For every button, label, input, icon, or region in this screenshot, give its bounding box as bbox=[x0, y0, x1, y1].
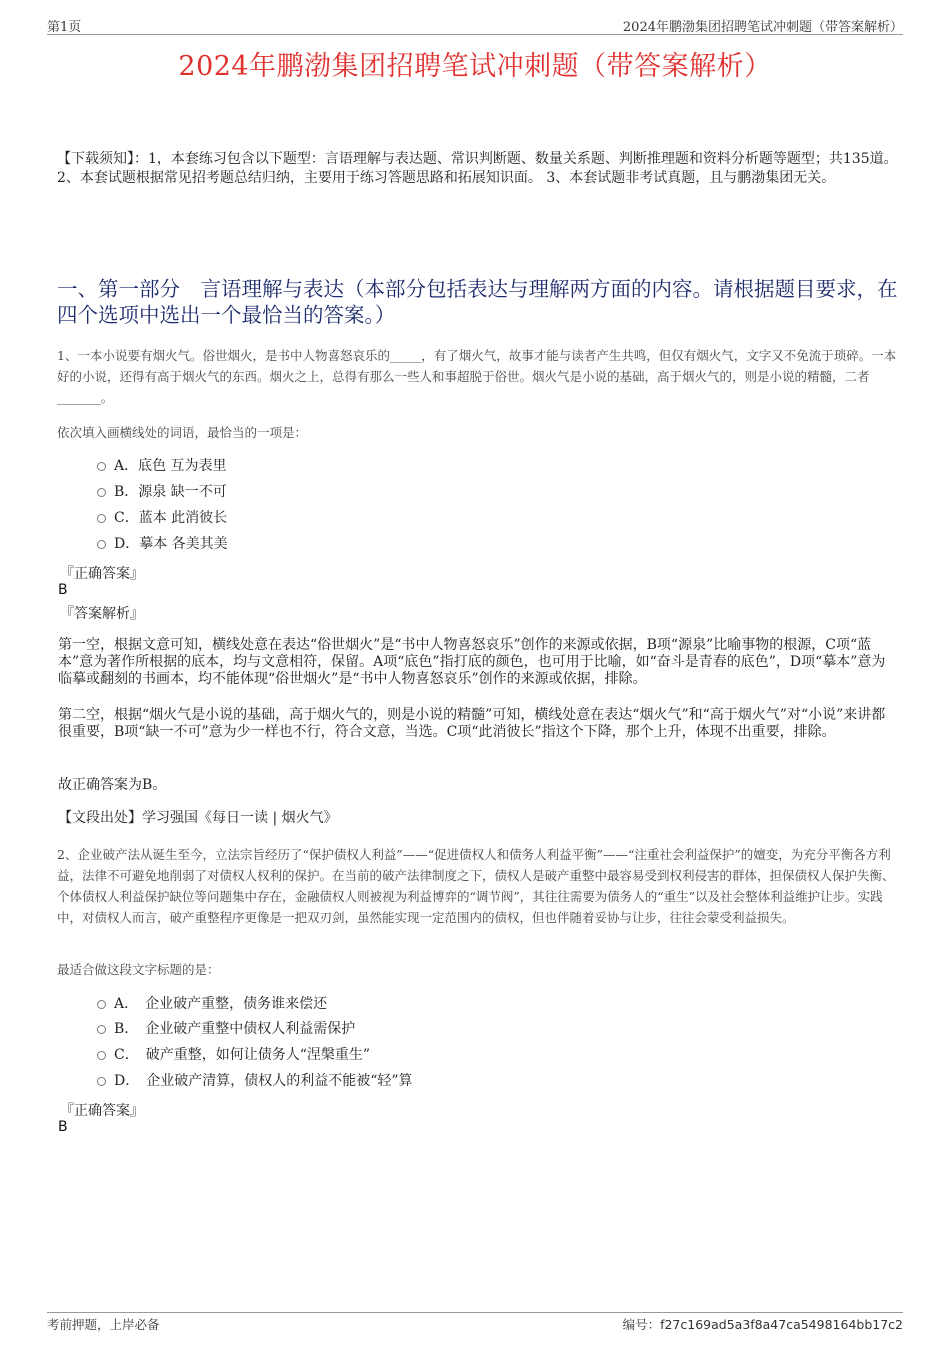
question-2-option-b[interactable] bbox=[97, 1019, 355, 1039]
question-2-answer: B bbox=[58, 1119, 68, 1135]
page-number: 第1页 bbox=[47, 20, 82, 35]
question-1-answer-label: 『正确答案』 bbox=[60, 566, 144, 582]
question-1-analysis-label: 『答案解析』 bbox=[60, 606, 144, 622]
analysis-paragraph: 第一空，根据文意可知，横线处意在表达“俗世烟火”是“书中人物喜怒哀乐”创作的来源或依据，B项“源泉”比喻事物的根源，C项“蓝本”意为著作所根据的底本，均与文意相符，保留。A项“底色”指打底的颜色，也可用于比喻，如“奋斗是青春的底色”，D项“摹本”意为临摹或翻刻的书画本，均不能体现“俗世烟火”是“书中人物喜怒哀乐”创作的来源或依据，排除。 bbox=[58, 637, 886, 687]
question-2-prompt: 最适合做这段文字标题的是： bbox=[57, 962, 220, 977]
radio-icon[interactable] bbox=[97, 1077, 106, 1086]
code-label: 编号： bbox=[622, 1317, 661, 1332]
option-label: B． 企业破产重整中债权人利益需保护 bbox=[114, 1021, 356, 1037]
question-2-answer-label: 『正确答案』 bbox=[60, 1103, 144, 1119]
section-heading: 一、第一部分 言语理解与表达（本部分包括表达与理解两方面的内容。请根据题目要求，在四个选项中选出一个最恰当的答案。） bbox=[57, 277, 898, 327]
footer-slogan: 考前押题，上岸必备 bbox=[47, 1317, 160, 1332]
page-footer bbox=[47, 1312, 903, 1333]
radio-icon[interactable] bbox=[97, 488, 106, 497]
radio-icon[interactable] bbox=[97, 1000, 106, 1009]
radio-icon[interactable] bbox=[97, 462, 106, 471]
question-1-option-a[interactable] bbox=[97, 456, 227, 476]
option-label: A．底色 互为表里 bbox=[114, 458, 227, 474]
header-doc-title: 2024年鹏渤集团招聘笔试冲刺题（带答案解析） bbox=[622, 20, 903, 35]
question-1-option-d[interactable] bbox=[97, 534, 228, 554]
radio-icon[interactable] bbox=[97, 540, 106, 549]
download-notice: 【下载须知】：1，本套练习包含以下题型：言语理解与表达题、常识判断题、数量关系题、判断推理题和资料分析题等题型；共135道。 2、本套试题根据常见招考题总结归纳，主要用于练习答题思路和拓展知识面。 3、本套试题非考试真题，且与鹏渤集团无关。 bbox=[57, 151, 898, 186]
question-1-option-c[interactable] bbox=[97, 508, 227, 528]
option-label: D．摹本 各美其美 bbox=[114, 536, 228, 552]
radio-icon[interactable] bbox=[97, 1051, 106, 1060]
analysis-paragraph: 第二空，根据“烟火气是小说的基础，高于烟火气的，则是小说的精髓”可知，横线处意在表达“烟火气”和“高于烟火气”对“小说”来讲都很重要，B项“缺一不可”意为少一样也不行，符合文意，当选。C项“此消彼长”指这个下降，那个上升，体现不出重要，排除。 bbox=[58, 707, 886, 740]
analysis-conclusion: 故正确答案为B。 bbox=[58, 777, 167, 793]
question-2-option-d[interactable] bbox=[97, 1071, 413, 1091]
text-source: 【文段出处】学习强国《每日一读 | 烟火气》 bbox=[58, 810, 338, 826]
code-value: f27c169ad5a3f8a47ca5498164bb17c2 bbox=[660, 1317, 903, 1332]
page-header bbox=[47, 14, 903, 35]
question-1-answer: B bbox=[58, 582, 68, 598]
option-label: A． 企业破产重整，债务谁来偿还 bbox=[114, 996, 328, 1012]
question-2-option-a[interactable] bbox=[97, 994, 327, 1014]
question-1-prompt: 依次填入画横线处的词语，最恰当的一项是： bbox=[57, 425, 308, 440]
document-code bbox=[623, 1315, 903, 1333]
question-1-text: 1、一本小说要有烟火气。俗世烟火，是书中人物喜怒哀乐的_____，有了烟火气，故事才能与读者产生共鸣，但仅有烟火气，文字又不免流于琐碎。一本好的小说，还得有高于烟火气的东西。烟火之上，总得有那么一些人和事超脱于俗世。烟火气是小说的基础，高于烟火气的，则是小说的精髓，二者_______。 bbox=[57, 348, 897, 405]
option-label: C．蓝本 此消彼长 bbox=[114, 510, 228, 526]
option-label: B．源泉 缺一不可 bbox=[114, 484, 227, 500]
radio-icon[interactable] bbox=[97, 1025, 106, 1034]
radio-icon[interactable] bbox=[97, 514, 106, 523]
option-label: C． 破产重整，如何让债务人“涅槃重生” bbox=[114, 1047, 371, 1063]
page-title: 2024年鹏渤集团招聘笔试冲刺题（带答案解析） bbox=[178, 51, 772, 82]
question-2-text: 2、企业破产法从诞生至今，立法宗旨经历了“保护债权人利益”——“促进债权人和债务人利益平衡”——“注重社会利益保护”的嬗变，为充分平衡各方利益，法律不可避免地削弱了对债权人权利的保护。在当前的破产法律制度之下，债权人是破产重整中最容易受到权利侵害的群体，担保债权人保护失衡、个体债权人利益保护缺位等问题集中存在，金融债权人则被视为利益博弈的“调节阀”，其往往需要为债务人的“重生”以及社会整体利益维护让步。实践中，对债权人而言，破产重整程序更像是一把双刃剑，虽然能实现一定范围内的债权，但也伴随着妥协与让步，往往会蒙受利益损失。 bbox=[57, 847, 895, 925]
question-2-option-c[interactable] bbox=[97, 1045, 370, 1065]
option-label: D． 企业破产清算，债权人的利益不能被“轻”算 bbox=[114, 1073, 413, 1089]
question-1-option-b[interactable] bbox=[97, 482, 227, 502]
